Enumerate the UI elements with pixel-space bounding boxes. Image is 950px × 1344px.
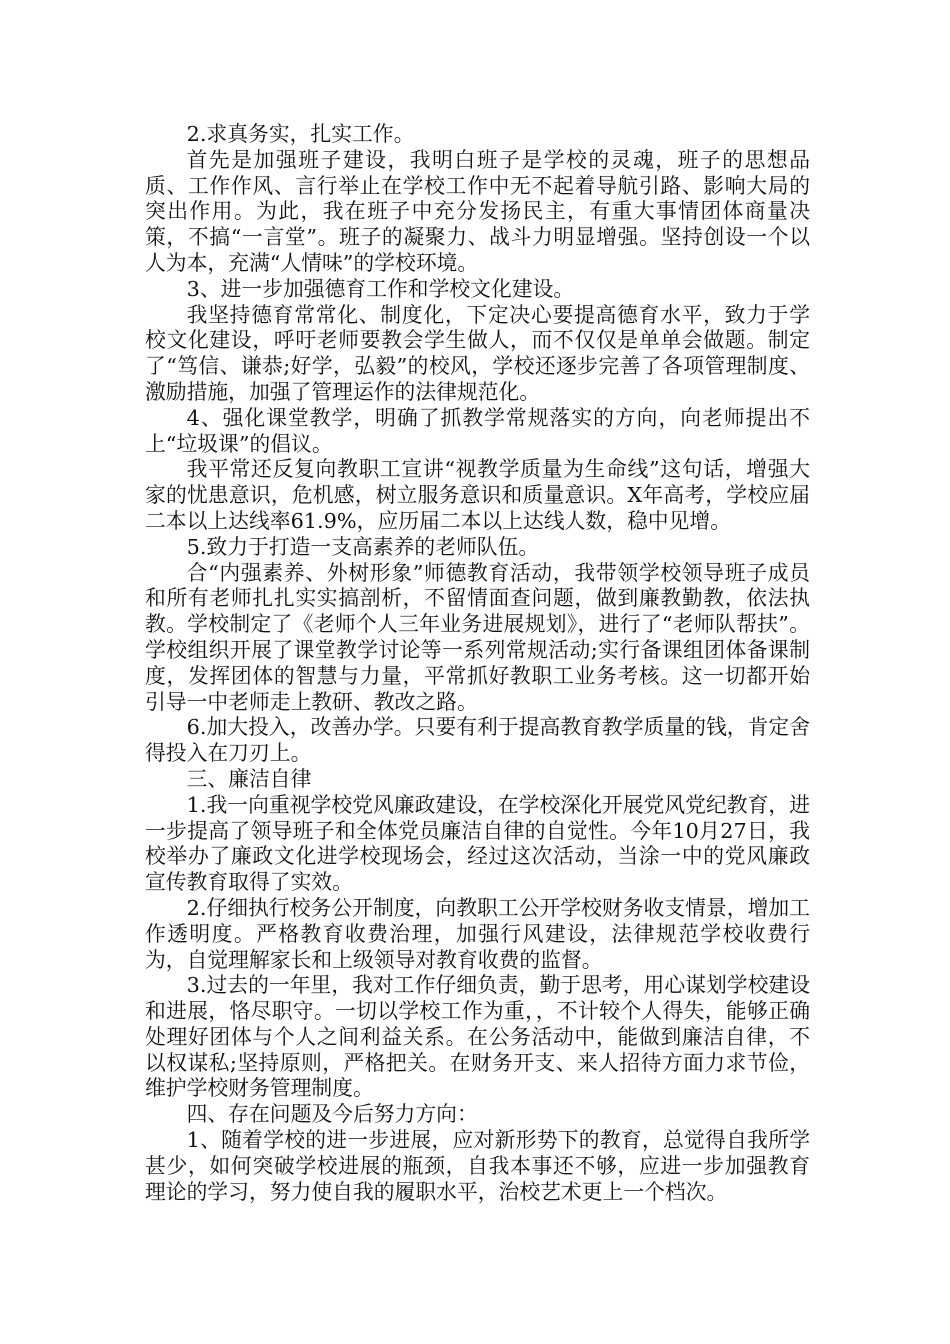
paragraph-9: 6.加大投入，改善办学。只要有利于提高教育教学质量的钱，肯定舍得投入在刀刃上。 [145, 715, 810, 766]
paragraph-10: 三、廉洁自律 [186, 766, 312, 791]
paragraph-7: 5.致力于打造一支高素养的老师队伍。 [186, 534, 540, 559]
paragraph-11: 1.我一向重视学校党风廉政建设，在学校深化开展党风党纪教育，进一步提高了领导班子和全体党员廉洁自律的自觉性。今年10月27日，我校举办了廉政文化进学校现场会，经过这次活动，当涂一中的党风廉政宣传教育取得了实效。 [145, 792, 810, 895]
paragraph-12: 2.仔细执行校务公开制度，向教职工公开学校财务收支情景，增加工作透明度。严格教育收费治理，加强行风建设，法律规范学校收费行为，自觉理解家长和上级领导对教育收费的监督。 [145, 895, 810, 972]
paragraph-15: 1、随着学校的进一步进展，应对新形势下的教育，总觉得自我所学甚少，如何突破学校进展的瓶颈，自我本事还不够，应进一步加强教育理论的学习，努力使自我的履职水平，治校艺术更上一个档次。 [145, 1128, 810, 1204]
paragraph-5: 4、强化课堂教学，明确了抓教学常规落实的方向，向老师提出不上“垃圾课”的倡议。 [145, 405, 810, 456]
paragraph-3: 3、进一步加强德育工作和学校文化建设。 [186, 276, 575, 301]
paragraph-2: 首先是加强班子建设，我明白班子是学校的灵魂，班子的思想品质、工作作风、言行举止在学校工作中无不起着导航引路、影响大局的突出作用。为此，我在班子中充分发扬民主，有重大事情团体商量决策，不搞“一言堂”。班子的凝聚力、战斗力明显增强。坚持创设一个以人为本，充满“人情味”的学校环境。 [145, 147, 810, 275]
paragraph-8: 合“内强素养、外树形象”师德教育活动，我带领学校领导班子成员和所有老师扎扎实实搞剖析，不留情面查问题，做到廉教勤教，依法执教。学校制定了《老师个人三年业务进展规划》，进行了“老师队帮扶”。学校组织开展了课堂教学讨论等一系列常规活动;实行备课组团体备课制度，发挥团体的智慧与力量，平常抓好教职工业务考核。这一切都开始引导一中老师走上教研、教改之路。 [145, 560, 810, 714]
paragraph-6: 我平常还反复向教职工宣讲“视教学质量为生命线”这句话，增强大家的忧患意识，危机感，树立服务意识和质量意识。X年高考，学校应届二本以上达线率61.9%，应历届二本以上达线人数，稳中见增。 [145, 457, 810, 533]
paragraph-4: 我坚持德育常常化、制度化，下定决心要提高德育水平，致力于学校文化建设，呼吁老师要教会学生做人，而不仅仅是单单会做题。制定了“笃信、谦恭;好学，弘毅”的校风，学校还逐步完善了各项管理制度、激励措施，加强了管理运作的法律规范化。 [145, 302, 810, 404]
paragraph-14: 四、存在问题及今后努力方向： [186, 1102, 478, 1127]
paragraph-13: 3.过去的一年里，我对工作仔细负责，勤于思考，用心谋划学校建设和进展，恪尽职守。一切以学校工作为重，，不计较个人得失，能够正确处理好团体与个人之间利益关系。在公务活动中，能做到廉洁自律，不以权谋私;坚持原则，严格把关。在财务开支、来人招待方面力求节俭，维护学校财务管理制度。 [145, 973, 810, 1101]
paragraph-1: 2.求真务实，扎实工作。 [186, 122, 415, 146]
document-page [145, 122, 810, 1205]
